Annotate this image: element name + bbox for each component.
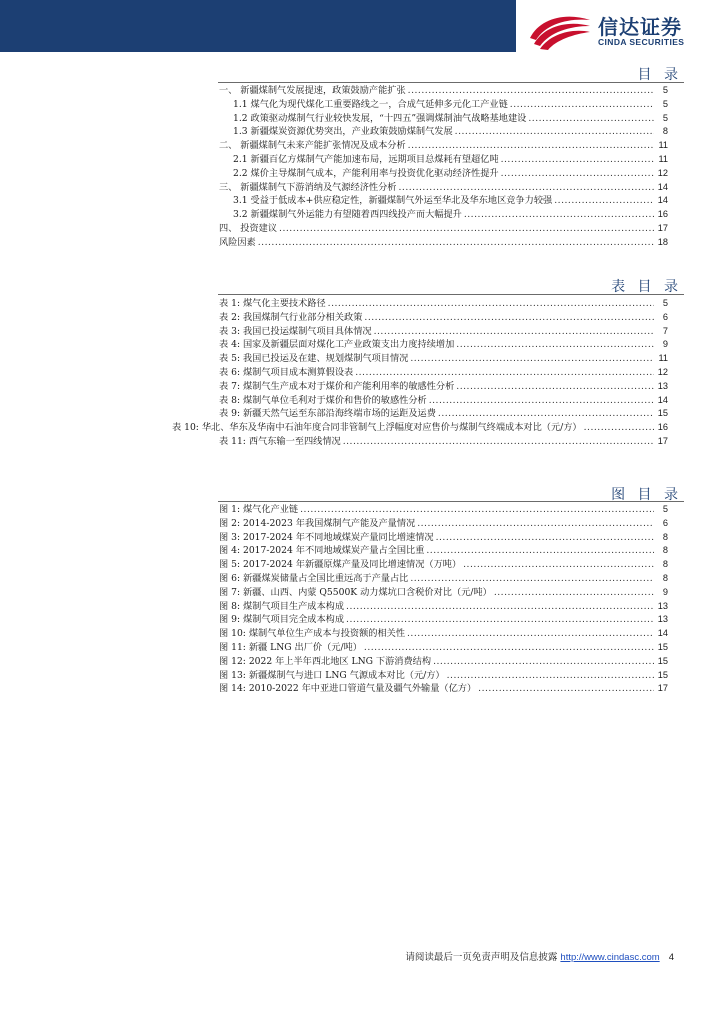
contents-entry[interactable] (0, 153, 708, 167)
contents-entry-page: 5 (662, 112, 668, 123)
leader-dots (456, 380, 654, 394)
tables-entry-page: 12 (657, 366, 668, 377)
leader-dots (456, 338, 654, 352)
contents-entry-page: 18 (657, 236, 668, 247)
figures-entry[interactable] (0, 503, 708, 517)
logo-english-text: CINDA SECURITIES (598, 37, 685, 47)
figures-entry[interactable] (0, 531, 708, 545)
figures-entry-page: 13 (657, 600, 668, 611)
leader-dots (438, 407, 654, 421)
contents-entry[interactable] (0, 222, 708, 236)
figures-entry-page: 5 (662, 504, 668, 514)
leader-dots (346, 613, 654, 627)
contents-entry-page: 8 (662, 126, 668, 137)
leader-dots (447, 669, 654, 683)
figures-entry[interactable] (0, 669, 708, 683)
leader-dots (501, 153, 654, 167)
figures-entry-page: 6 (662, 517, 668, 528)
tables-list (0, 297, 724, 449)
leader-dots (584, 421, 654, 435)
contents-entry-page: 5 (662, 98, 668, 109)
tables-entry-page: 14 (657, 394, 668, 405)
figures-entry-label: 图 5: 2017-2024 年新疆原煤产量及同比增速情况（万吨） (219, 559, 462, 571)
tables-entry[interactable] (0, 338, 708, 352)
contents-entry-page: 14 (657, 181, 668, 192)
figures-entry[interactable] (0, 558, 708, 572)
tables-entry-page: 13 (657, 380, 668, 391)
page-number: 4 (668, 952, 674, 963)
contents-entry-page: 11 (658, 140, 668, 151)
contents-entry-label: 二、 新疆煤制气未来产能扩张情况及成本分析 (219, 140, 406, 152)
tables-entry-label: 表 10: 华北、华东及华南中石油年度合同非管制气上浮幅度对应售价与煤制气终端成本对比（元/方） (172, 422, 582, 434)
leader-dots (407, 627, 654, 641)
figures-entry-label: 图 11: 新疆 LNG 出厂价（元/吨） (219, 641, 362, 653)
leader-dots (528, 112, 654, 126)
footer-website-link[interactable]: http://www.cindasc.com (560, 952, 660, 963)
leader-dots (300, 503, 654, 517)
figures-entry-label: 图 6: 新疆煤炭储量占全国比重远高于产量占比 (219, 572, 409, 584)
figures-entry-page: 15 (657, 641, 668, 652)
tables-entry[interactable] (0, 325, 708, 339)
contents-entry-label: 2.2 煤价主导煤制气成本，产能利用率与投资优化驱动经济性提升 (233, 167, 499, 179)
leader-dots (429, 394, 654, 408)
logo-chinese-text: 信达证券 (598, 15, 682, 39)
contents-entry-label: 3.1 受益于低成本+供应稳定性，新疆煤制气外运至华北及华东地区竞争力较强 (233, 195, 553, 207)
leader-dots (478, 682, 654, 696)
cinda-logo (528, 10, 718, 52)
tables-entry[interactable] (0, 407, 708, 421)
tables-entry[interactable] (0, 394, 708, 408)
figures-entry-label: 图 10: 煤制气单位生产成本与投资额的相关性 (219, 628, 406, 640)
figures-entry[interactable] (0, 586, 708, 600)
leader-dots (554, 194, 654, 208)
figures-entry-label: 图 13: 新疆煤制气与进口 LNG 气源成本对比（元/方） (219, 669, 445, 681)
tables-entry-page: 11 (658, 353, 668, 364)
cinda-logo-mark-icon (528, 10, 592, 50)
tables-entry[interactable] (0, 380, 708, 394)
contents-entry-label: 风险因素 (219, 236, 256, 248)
leader-dots (410, 572, 654, 586)
contents-entry-label: 2.1 新疆百亿方煤制气产能加速布局，远期项目总煤耗有望超亿吨 (233, 153, 499, 165)
contents-entry-label: 三、 新疆煤制气下游消纳及气源经济性分析 (219, 181, 397, 193)
tables-entry[interactable] (0, 421, 708, 435)
leader-dots (364, 311, 654, 325)
contents-entry[interactable] (0, 139, 708, 153)
tables-entry-label: 表 6: 煤制气项目成本测算假设表 (219, 366, 354, 378)
figures-entry[interactable] (0, 572, 708, 586)
tables-entry-label: 表 2: 我国煤制气行业部分相关政策 (219, 311, 363, 323)
leader-dots (417, 517, 654, 531)
figures-entry[interactable] (0, 613, 708, 627)
figures-entry-page: 14 (657, 628, 668, 639)
leader-dots (464, 208, 654, 222)
figures-entry-page: 15 (657, 655, 668, 666)
tables-entry-label: 表 9: 新疆天然气运至东部沿海终端市场的运距及运费 (219, 408, 436, 420)
figures-entry-label: 图 14: 2010-2022 年中亚进口管道气量及疆气外输量（亿方） (219, 683, 477, 695)
tables-entry-label: 表 11: 西气东输一至四线情况 (219, 435, 341, 447)
contents-entry[interactable] (0, 167, 708, 181)
figures-entry-label: 图 1: 煤气化产业链 (219, 504, 299, 515)
tables-entry-page: 17 (657, 435, 668, 446)
figures-entry-page: 8 (662, 531, 668, 542)
contents-entry[interactable] (0, 194, 708, 208)
contents-entry-label: 1.3 新疆煤炭资源优势突出，产业政策鼓励煤制气发展 (233, 126, 453, 138)
figures-rule (218, 501, 684, 502)
tables-entry-page: 9 (662, 339, 668, 350)
tables-entry-page: 16 (657, 422, 668, 433)
figures-entry[interactable] (0, 641, 708, 655)
contents-entry[interactable] (0, 112, 708, 126)
contents-title: 目 录 (637, 67, 682, 83)
figures-entry-label: 图 7: 新疆、山西、内蒙 Q5500K 动力煤坑口含税价对比（元/吨） (219, 586, 492, 598)
contents-list (0, 84, 724, 250)
leader-dots (501, 167, 654, 181)
figures-entry[interactable] (0, 544, 708, 558)
figures-entry-page: 8 (662, 572, 668, 583)
tables-entry-label: 表 3: 我国已投运煤制气项目具体情况 (219, 325, 372, 337)
tables-entry[interactable] (0, 311, 708, 325)
figures-entry-label: 图 3: 2017-2024 年不同地域煤炭产量同比增速情况 (219, 531, 434, 543)
tables-entry-page: 6 (662, 311, 668, 322)
tables-entry-page: 7 (662, 325, 668, 336)
tables-entry-label: 表 1: 煤气化主要技术路径 (219, 298, 326, 309)
page-footer (405, 949, 674, 963)
leader-dots (408, 84, 654, 98)
header-band (0, 0, 516, 52)
contents-entry[interactable] (0, 98, 708, 112)
leader-dots (346, 600, 654, 614)
contents-entry[interactable] (0, 84, 708, 98)
leader-dots (408, 139, 654, 153)
figures-entry-label: 图 12: 2022 年上半年西北地区 LNG 下游消费结构 (219, 655, 432, 667)
leader-dots (328, 297, 654, 311)
contents-entry-label: 四、 投资建议 (219, 222, 278, 234)
leader-dots (433, 655, 654, 669)
figures-entry-page: 13 (657, 614, 668, 625)
leader-dots (494, 586, 654, 600)
leader-dots (343, 435, 654, 449)
tables-entry-page: 15 (657, 408, 668, 419)
leader-dots (455, 125, 654, 139)
footer-disclaimer: 请阅读最后一页免责声明及信息披露 (405, 952, 558, 963)
figures-entry-label: 图 8: 煤制气项目生产成本构成 (219, 600, 345, 612)
figures-entry-page: 17 (657, 683, 668, 694)
contents-entry-page: 5 (662, 85, 668, 95)
tables-entry[interactable] (0, 435, 708, 449)
contents-entry-page: 17 (657, 222, 668, 233)
figures-entry[interactable] (0, 682, 708, 696)
contents-entry-label: 3.2 新疆煤制气外运能力有望随着西四线投产而大幅提升 (233, 209, 462, 221)
tables-rule (218, 294, 684, 295)
leader-dots (426, 544, 654, 558)
figures-entry-page: 15 (657, 669, 668, 680)
leader-dots (355, 366, 654, 380)
tables-entry-page: 5 (662, 298, 668, 308)
leader-dots (463, 558, 654, 572)
contents-rule (218, 82, 684, 83)
figures-title: 图 目 录 (611, 487, 682, 503)
tables-entry-label: 表 7: 煤制气生产成本对于煤价和产能利用率的敏感性分析 (219, 380, 455, 392)
contents-entry-label: 1.1 煤气化为现代煤化工重要路线之一，合成气延伸多元化工产业链 (233, 98, 508, 110)
leader-dots (410, 352, 654, 366)
contents-entry-label: 1.2 政策驱动煤制气行业较快发展，“十四五”强调煤制油气战略基地建设 (233, 112, 527, 124)
figures-entry-page: 9 (662, 586, 668, 597)
leader-dots (374, 325, 654, 339)
contents-entry[interactable] (0, 208, 708, 222)
figures-entry-page: 8 (662, 559, 668, 570)
figures-entry-page: 8 (662, 545, 668, 556)
tables-entry-label: 表 4: 国家及新疆层面对煤化工产业政策支出力度持续增加 (219, 339, 455, 351)
leader-dots (436, 531, 654, 545)
contents-entry-page: 14 (657, 195, 668, 206)
figures-entry[interactable] (0, 517, 708, 531)
figures-list (0, 503, 724, 696)
leader-dots (258, 236, 654, 250)
contents-entry[interactable] (0, 236, 708, 250)
contents-entry-label: 一、 新疆煤制气发展提速，政策鼓励产能扩张 (219, 85, 406, 96)
tables-entry[interactable] (0, 366, 708, 380)
contents-entry-page: 16 (657, 209, 668, 220)
figures-entry[interactable] (0, 627, 708, 641)
leader-dots (398, 181, 654, 195)
figures-entry-label: 图 2: 2014-2023 年我国煤制气产能及产量情况 (219, 517, 416, 529)
figures-entry-label: 图 4: 2017-2024 年不同地域煤炭产量占全国比重 (219, 545, 425, 557)
contents-entry[interactable] (0, 125, 708, 139)
tables-entry[interactable] (0, 297, 708, 311)
figures-entry-label: 图 9: 煤制气项目完全成本构成 (219, 614, 345, 626)
leader-dots (279, 222, 654, 236)
tables-entry-label: 表 5: 我国已投运及在建、规划煤制气项目情况 (219, 353, 409, 365)
contents-entry-page: 11 (658, 153, 668, 164)
contents-entry-page: 12 (657, 167, 668, 178)
figures-entry[interactable] (0, 655, 708, 669)
figures-entry[interactable] (0, 600, 708, 614)
tables-title: 表 目 录 (611, 279, 682, 295)
tables-entry[interactable] (0, 352, 708, 366)
leader-dots (510, 98, 654, 112)
contents-entry[interactable] (0, 181, 708, 195)
leader-dots (364, 641, 654, 655)
tables-entry-label: 表 8: 煤制气单位毛利对于煤价和售价的敏感性分析 (219, 394, 427, 406)
